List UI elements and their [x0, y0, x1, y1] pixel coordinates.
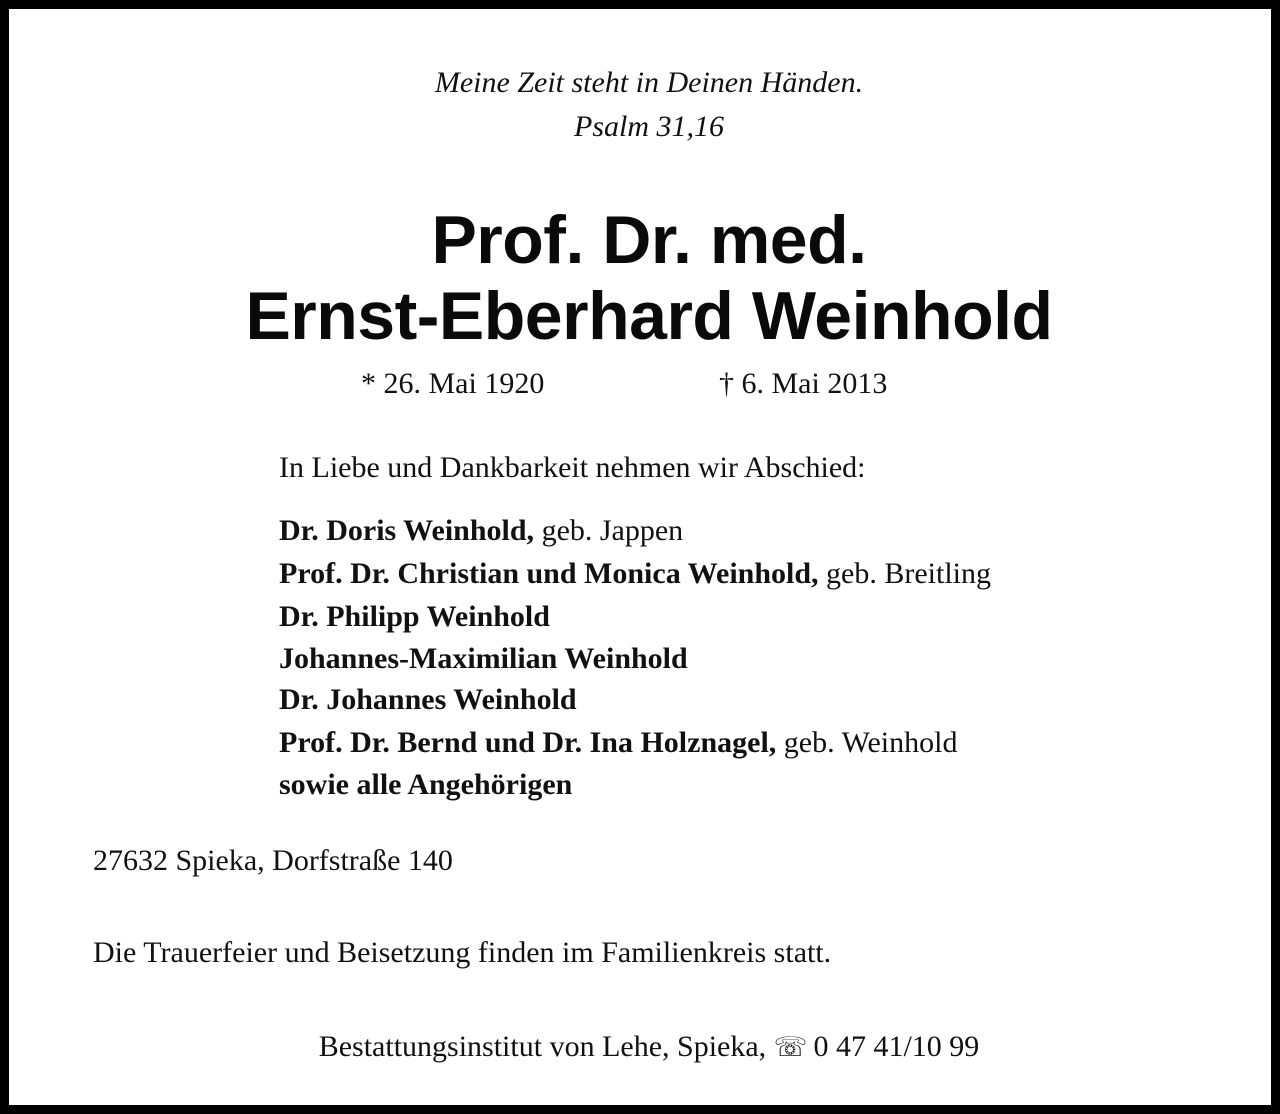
mourner-name: Prof. Dr. Bernd und Dr. Ina Holznagel, [279, 726, 777, 759]
mourner-note: geb. Jappen [541, 514, 684, 547]
mourner-line [279, 725, 957, 761]
motto-quote: Meine Zeit steht in Deinen Händen. [434, 66, 864, 99]
mourner-line [279, 767, 572, 803]
deceased-title: Prof. Dr. med. [431, 202, 867, 278]
birth-date: * 26. Mai 1920 [361, 367, 545, 400]
funeral-home-phone: 0 47 41/10 99 [813, 1030, 980, 1063]
mourner-line [279, 599, 550, 635]
mourner-line [279, 513, 683, 549]
funeral-home-name: Bestattungsinstitut von Lehe, Spieka, [318, 1030, 767, 1063]
address: 27632 Spieka, Dorfstraße 140 [93, 844, 453, 877]
death-date: † 6. Mai 2013 [719, 367, 888, 400]
mourner-line [279, 682, 577, 718]
telephone-icon: ☏ [773, 1032, 808, 1063]
mourner-name: sowie alle Angehörigen [279, 768, 573, 801]
mourner-name: Johannes-Maximilian Weinhold [279, 642, 688, 675]
mourner-name: Dr. Philipp Weinhold [279, 600, 550, 633]
ceremony-note: Die Trauerfeier und Beisetzung finden im Familienkreis statt. [93, 936, 832, 969]
deceased-name: Ernst-Eberhard Weinhold [245, 278, 1053, 354]
mourner-note: geb. Breitling [826, 557, 992, 590]
mourner-note: geb. Weinhold [783, 726, 958, 759]
mourner-name: Dr. Johannes Weinhold [279, 683, 577, 716]
mourner-name: Prof. Dr. Christian und Monica Weinhold, [279, 557, 819, 590]
mourner-line [279, 641, 688, 677]
farewell-intro: In Liebe und Dankbarkeit nehmen wir Abschied: [279, 451, 866, 484]
mourner-name: Dr. Doris Weinhold, [279, 514, 535, 547]
funeral-home-line [9, 1029, 1280, 1066]
mourner-line [279, 556, 991, 592]
motto-source: Psalm 31,16 [574, 110, 724, 143]
